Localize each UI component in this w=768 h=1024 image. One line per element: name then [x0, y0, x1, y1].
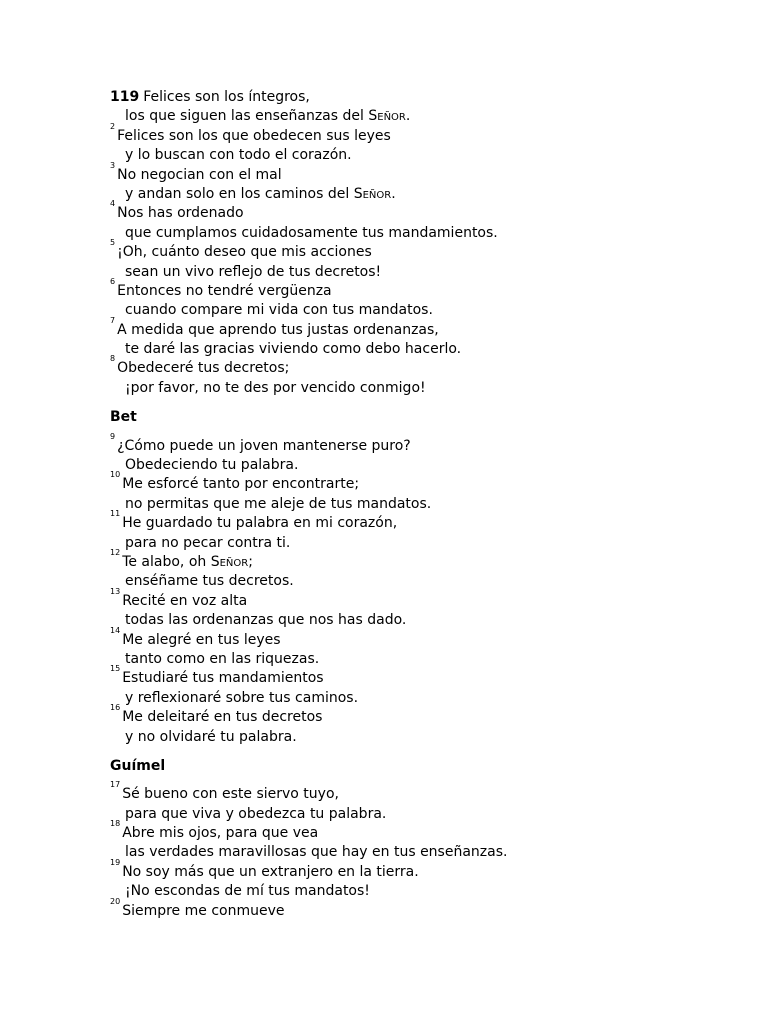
verse-text: ¡No escondas de mí tus mandatos!	[125, 883, 370, 900]
verse-text: para que viva y obedezca tu palabra.	[125, 805, 387, 822]
verse	[110, 819, 710, 863]
verse-text: y lo buscan con todo el corazón.	[125, 147, 352, 164]
section-heading: Bet	[110, 409, 137, 426]
divine-name: Señor	[368, 108, 406, 125]
verse	[110, 199, 710, 243]
verse-text: Siempre me conmueve	[122, 902, 285, 919]
verse	[110, 315, 710, 360]
verse-text: enséñame tus decretos.	[125, 573, 294, 590]
verse-number: 20	[110, 896, 121, 906]
verse-text: Felices son los que obedecen sus leyes	[117, 127, 391, 144]
verse-number: 2	[110, 121, 116, 131]
verse-first-line	[110, 857, 710, 882]
verse-text: Estudiaré tus mandamientos	[122, 670, 324, 687]
verse-text: y andan solo en los caminos del	[125, 185, 354, 202]
verse-first-line	[110, 896, 710, 921]
verse-text: Recité en voz alta	[122, 592, 248, 609]
verse-number: 5	[110, 238, 116, 248]
verse-number: 19	[110, 857, 121, 867]
verse-text: ¿Cómo puede un joven mantenerse puro?	[117, 437, 411, 454]
verse	[110, 703, 710, 747]
verse	[110, 857, 710, 902]
verse-text: Obedeceré tus decretos;	[117, 360, 290, 377]
verse-first-line	[110, 238, 710, 262]
verse-first-line	[110, 315, 710, 340]
verse-first-line	[110, 547, 710, 572]
verse	[110, 121, 710, 166]
verse-number: 15	[110, 664, 121, 674]
verse-first-line	[110, 199, 710, 223]
psalm-text	[110, 88, 710, 921]
verse-continuation-line	[110, 340, 710, 359]
verse-number: 10	[110, 470, 121, 480]
verse-text: .	[405, 108, 411, 125]
verse-continuation-line	[110, 689, 710, 708]
verse-number: 14	[110, 625, 121, 635]
verse-continuation-line	[110, 805, 710, 824]
verse	[110, 586, 710, 631]
verse	[110, 238, 710, 282]
verse-text: y no olvidaré tu palabra.	[125, 728, 297, 745]
verse-text: Me esforcé tanto por encontrarte;	[122, 476, 360, 493]
verse-text: no permitas que me aleje de tus mandatos.	[125, 495, 432, 512]
verse-text: los que siguen las enseñanzas del	[125, 108, 369, 125]
verse-first-line	[110, 703, 710, 727]
chapter-number: 119	[110, 89, 140, 105]
verse-text: No soy más que un extranjero en la tierra.	[122, 863, 419, 880]
divine-name: Señor	[210, 553, 249, 570]
verse-text: que cumplamos cuidadosamente tus mandamientos.	[125, 224, 498, 241]
verse-text: No negocian con el mal	[117, 166, 282, 183]
verse-number: 12	[110, 547, 121, 557]
verse-continuation-line	[110, 728, 710, 747]
verse-number: 8	[110, 354, 116, 364]
verse-text: Nos has ordenado	[117, 205, 244, 222]
verse-text: ¡por favor, no te des por vencido conmigo!	[125, 379, 426, 396]
verse-text: cuando compare mi vida con tus mandatos.	[125, 302, 433, 319]
verse-continuation-line	[110, 534, 710, 553]
verse-text: A medida que aprendo tus justas ordenanzas,	[117, 321, 439, 338]
verse	[110, 896, 710, 921]
verse	[110, 547, 710, 592]
verse-number: 18	[110, 819, 121, 829]
verse	[110, 664, 710, 708]
verse-number: 7	[110, 315, 116, 325]
verse-continuation-line	[110, 379, 710, 398]
verse-first-line	[110, 88, 710, 107]
verse	[110, 625, 710, 670]
verse-number: 4	[110, 199, 116, 209]
verse-text: Abre mis ojos, para que vea	[122, 825, 319, 842]
verse-first-line	[110, 121, 710, 146]
verse	[110, 276, 710, 321]
verse	[110, 780, 710, 824]
verse-first-line	[110, 276, 710, 301]
verse-continuation-line	[110, 843, 710, 862]
verse-first-line	[110, 431, 710, 456]
verse-continuation-line	[110, 650, 710, 669]
verse-continuation-line	[110, 882, 710, 901]
verse-text: ;	[248, 553, 253, 570]
verse-text: te daré las gracias viviendo como debo hacerlo.	[125, 341, 462, 358]
section-heading: Guímel	[110, 757, 166, 774]
verse-text: Obedeciendo tu palabra.	[125, 457, 299, 474]
verse-continuation-line	[110, 146, 710, 165]
verse-continuation-line	[110, 611, 710, 630]
verse-continuation-line	[110, 263, 710, 282]
verse-text: He guardado tu palabra en mi corazón,	[122, 515, 398, 532]
verse-text: Sé bueno con este siervo tuyo,	[122, 786, 339, 803]
verse-text: .	[391, 185, 396, 202]
verse-first-line	[110, 780, 710, 804]
verse-text: y reflexionaré sobre tus caminos.	[125, 689, 359, 706]
verse-continuation-line	[110, 301, 710, 320]
verse	[110, 509, 710, 553]
verse-number: 13	[110, 586, 121, 596]
verse-number: 9	[110, 431, 116, 441]
verse-first-line	[110, 509, 710, 533]
verse-text: sean un vivo reflejo de tus decretos!	[125, 263, 382, 280]
verse-text: Me alegré en tus leyes	[122, 631, 281, 648]
verse-first-line	[110, 586, 710, 611]
verse	[110, 354, 710, 398]
verse-continuation-line	[110, 456, 710, 475]
verse	[110, 470, 710, 514]
verse	[110, 431, 710, 476]
verse-text: Entonces no tendré vergüenza	[117, 282, 332, 299]
verse-continuation-line	[110, 495, 710, 514]
verse-text: tanto como en las riquezas.	[125, 650, 320, 667]
divine-name: Señor	[353, 185, 392, 202]
verse-continuation-line	[110, 224, 710, 243]
verse-first-line	[110, 664, 710, 688]
verse-text: Te alabo, oh	[122, 553, 211, 570]
verse-continuation-line	[110, 107, 710, 126]
verse	[110, 160, 710, 205]
verse	[110, 88, 710, 127]
verse-number: 17	[110, 780, 121, 790]
verse-first-line	[110, 470, 710, 494]
verse-number: 3	[110, 160, 116, 170]
verse-text: para no pecar contra ti.	[125, 534, 291, 551]
verse-first-line	[110, 819, 710, 843]
verse-number: 6	[110, 276, 116, 286]
verse-text: Felices son los íntegros,	[143, 89, 310, 105]
verse-first-line	[110, 625, 710, 650]
verse-text: las verdades maravillosas que hay en tus enseñanzas.	[125, 844, 508, 861]
verse-text: todas las ordenanzas que nos has dado.	[125, 612, 407, 629]
verse-text: ¡Oh, cuánto deseo que mis acciones	[117, 244, 372, 261]
verse-first-line	[110, 160, 710, 185]
verse-number: 11	[110, 509, 121, 519]
verse-continuation-line	[110, 185, 710, 204]
verse-continuation-line	[110, 572, 710, 591]
verse-text: Me deleitaré en tus decretos	[122, 709, 323, 726]
verse-number: 16	[110, 703, 121, 713]
verse-first-line	[110, 354, 710, 378]
